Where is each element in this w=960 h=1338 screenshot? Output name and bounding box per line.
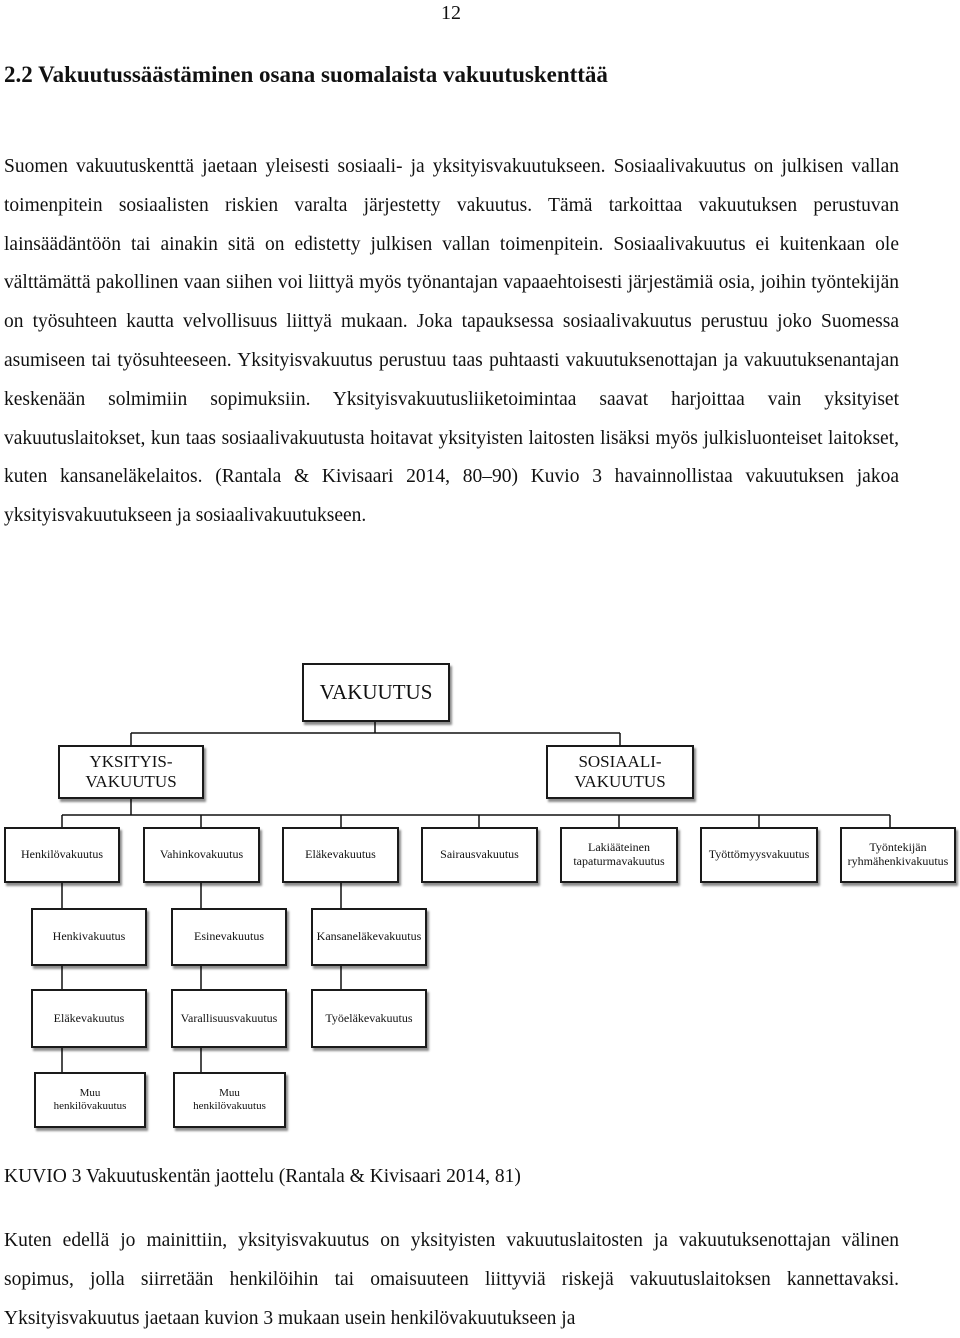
node-henkilovakuutus: Henkilövakuutus (4, 827, 120, 883)
node-muu-henkilovakuutus-1: Muu henkilövakuutus (34, 1072, 146, 1128)
node-sosiaalivakuutus: SOSIAALI- VAKUUTUS (546, 745, 694, 799)
connector-lines (0, 655, 960, 1125)
node-tapaturmavakuutus: Lakiääteinen tapaturmavakuutus (560, 827, 678, 883)
node-vakuutus: VAKUUTUS (302, 663, 450, 722)
section-heading: 2.2 Vakuutussäästäminen osana suomalaista vakuutuskenttää (4, 62, 608, 87)
insurance-hierarchy-diagram (0, 655, 960, 1125)
paragraph-intro: Suomen vakuutuskenttä jaetaan yleisesti sosiaali- ja yksityisvakuutukseen. Sosiaalivakuutus on julkisen vallan toimenpitein sosiaalisten riskien varalta järjestetty vakuutus. Tämä tarkoittaa vakuutuksen perustuvan lainsäädäntöön tai ainakin sitä on edistetty julkisen vallan toimenpitein. Sosiaalivakuutus ei kuitenkaan ole välttämättä pakollinen vaan siihen voi liittyä myös työnantajan vapaaehtoisesti järjestämiä osia, joihin työntekijän on työsuhteen kautta velvollisuus liittyä mukaan. Joka tapauksessa sosiaalivakuutus perustuu joko Suomessa asumiseen tai työsuhteeseen. Yksityisvakuutus perustuu taas puhtaasti vakuutuksenottajan ja vakuutuksenantajan keskenään solmimiin sopimuksiin. Yksityisvakuutusliiketoimintaa saavat harjoittaa vain yksityiset vakuutuslaitokset, kun taas sosiaalivakuutusta hoitavat yksityisten laitosten lisäksi myös julkisluonteiset laitokset, kuten kansaneläkelaitos. (Rantala & Kivisaari 2014, 80–90) Kuvio 3 havainnollistaa vakuutuksen jakoa yksityisvakuutukseen ja sosiaalivakuutukseen. (4, 156, 899, 527)
node-yksityisvakuutus: YKSITYIS- VAKUUTUS (58, 745, 204, 799)
page-number: 12 (441, 2, 461, 24)
node-esinevakuutus: Esinevakuutus (171, 908, 287, 966)
node-elakevakuutus: Eläkevakuutus (282, 827, 399, 883)
figure-caption: KUVIO 3 Vakuutuskentän jaottelu (Rantala & Kivisaari 2014, 81) (4, 1166, 521, 1187)
node-tyottomyysvakuutus: Työttömyysvakuutus (700, 827, 818, 883)
node-sairausvakuutus: Sairausvakuutus (421, 827, 538, 883)
node-ryhmahenkivakuutus: Työntekijän ryhmähenkivakuutus (840, 827, 956, 883)
node-kansanelakevakuutus: Kansaneläkevakuutus (311, 908, 427, 966)
node-varallisuusvakuutus: Varallisuusvakuutus (171, 989, 287, 1048)
node-muu-henkilovakuutus-2: Muu henkilövakuutus (173, 1072, 286, 1128)
node-vahinkovakuutus: Vahinkovakuutus (143, 827, 260, 883)
paragraph-continuation: Kuten edellä jo mainittiin, yksityisvakuutus on yksityisten vakuutuslaitosten ja vakuutuksenottajan välinen sopimus, jolla siirretään henkilöihin tai omaisuuteen liittyviä riskejä vakuutuslaitoksen kannettavaksi. Yksityisvakuutus jaetaan kuvion 3 mukaan usein henkilövakuutukseen ja (4, 1230, 899, 1329)
node-henkivakuutus: Henkivakuutus (31, 908, 147, 966)
node-tyoelakevakuutus: Työeläkevakuutus (311, 989, 427, 1048)
node-elakevakuutus-private: Eläkevakuutus (31, 989, 147, 1048)
